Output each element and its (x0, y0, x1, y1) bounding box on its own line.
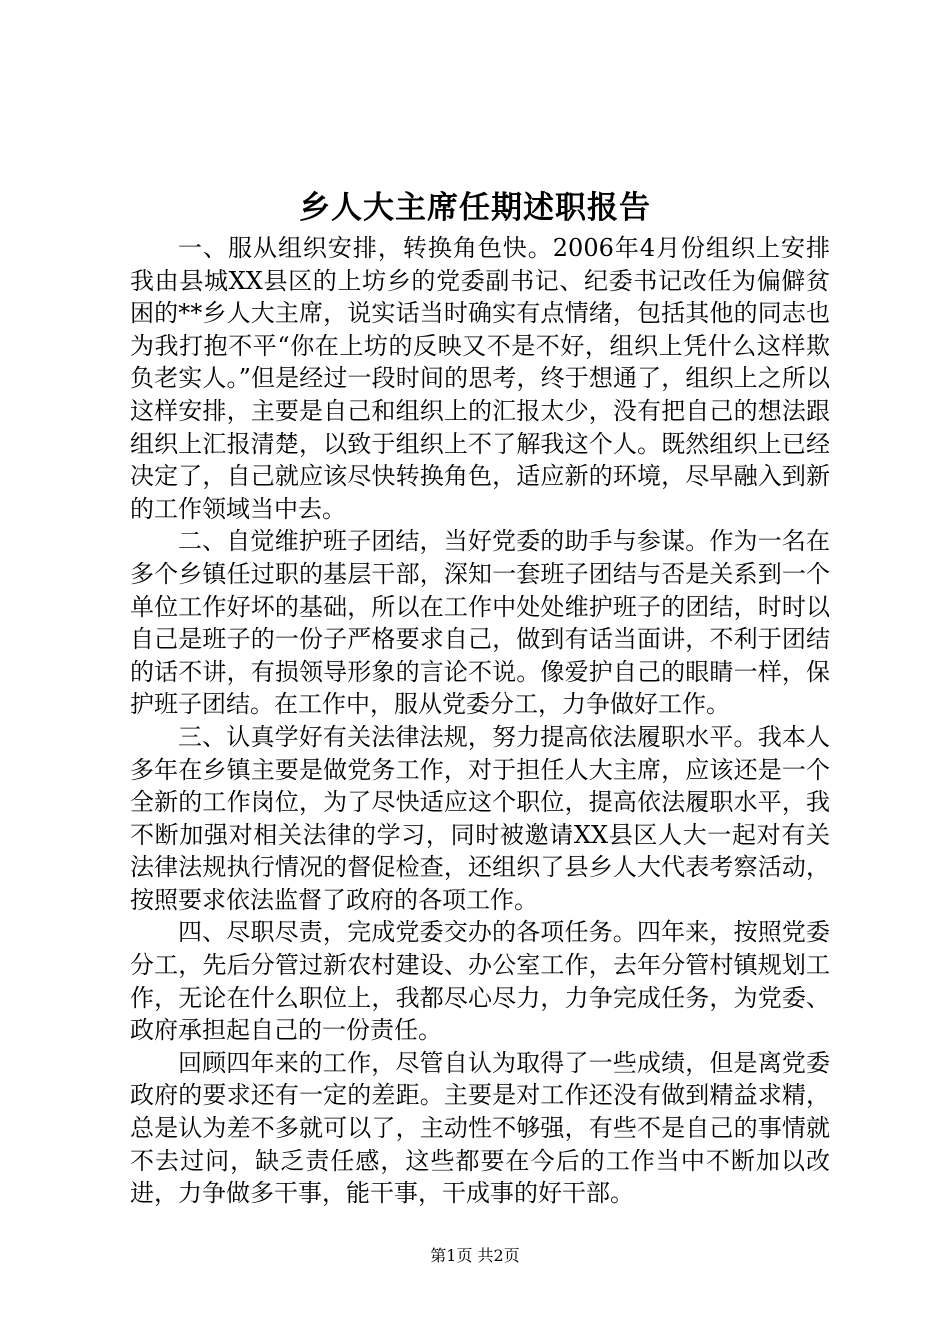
page-footer: 第1页 共2页 (430, 1246, 520, 1265)
document-title: 乡人大主席任期述职报告 (299, 190, 651, 226)
paragraph-1: 一、服从组织安排，转换角色快。2006年4月份组织上安排我由县城XX县区的上坊乡的党委副书记、纪委书记改任为偏僻贫困的**乡人大主席，说实话当时确实有点情绪，包括其他的同志也为我打抱不平“你在上坊的反映又不是不好，组织上凭什么这样欺负老实人。”但是经过一段时间的思考，终于想通了，组织上之所以这样安排，主要是自己和组织上的汇报太少，没有把自己的想法跟组织上汇报清楚，以致于组织上不了解我这个人。既然组织上已经决定了，自己就应该尽快转换角色，适应新的环境，尽早融入到新的工作领域当中去。 (130, 234, 830, 523)
document-body (130, 232, 830, 1210)
paragraph-3: 三、认真学好有关法律法规，努力提高依法履职水平。我本人多年在乡镇主要是做党务工作，对于担任人大主席，应该还是一个全新的工作岗位，为了尽快适应这个职位，提高依法履职水平，我不断加强对相关法律的学习，同时被邀请XX县区人大一起对有关法律法规执行情况的督促检查，还组织了县乡人大代表考察活动，按照要求依法监督了政府的各项工作。 (130, 722, 830, 914)
paragraph-4: 四、尽职尽责，完成党委交办的各项任务。四年来，按照党委分工，先后分管过新农村建设、办公室工作，去年分管村镇规划工作，无论在什么职位上，我都尽心尽力，力争完成任务，为党委、政府承担起自己的一份责任。 (130, 918, 830, 1045)
paragraph-5: 回顾四年来的工作，尽管自认为取得了一些成绩，但是离党委政府的要求还有一定的差距。主要是对工作还没有做到精益求精，总是认为差不多就可以了，主动性不够强，有些不是自己的事情就不去过问，缺乏责任感，这些都要在今后的工作当中不断加以改进，力争做多干事，能干事，干成事的好干部。 (130, 1048, 830, 1208)
paragraph-2: 二、自觉维护班子团结，当好党委的助手与参谋。作为一名在多个乡镇任过职的基层干部，深知一套班子团结与否是关系到一个单位工作好坏的基础，所以在工作中处处维护班子的团结，时时以自己是班子的一份子严格要求自己，做到有话当面讲，不利于团结的话不讲，有损领导形象的言论不说。像爱护自己的眼睛一样，保护班子团结。在工作中，服从党委分工，力争做好工作。 (130, 527, 830, 719)
